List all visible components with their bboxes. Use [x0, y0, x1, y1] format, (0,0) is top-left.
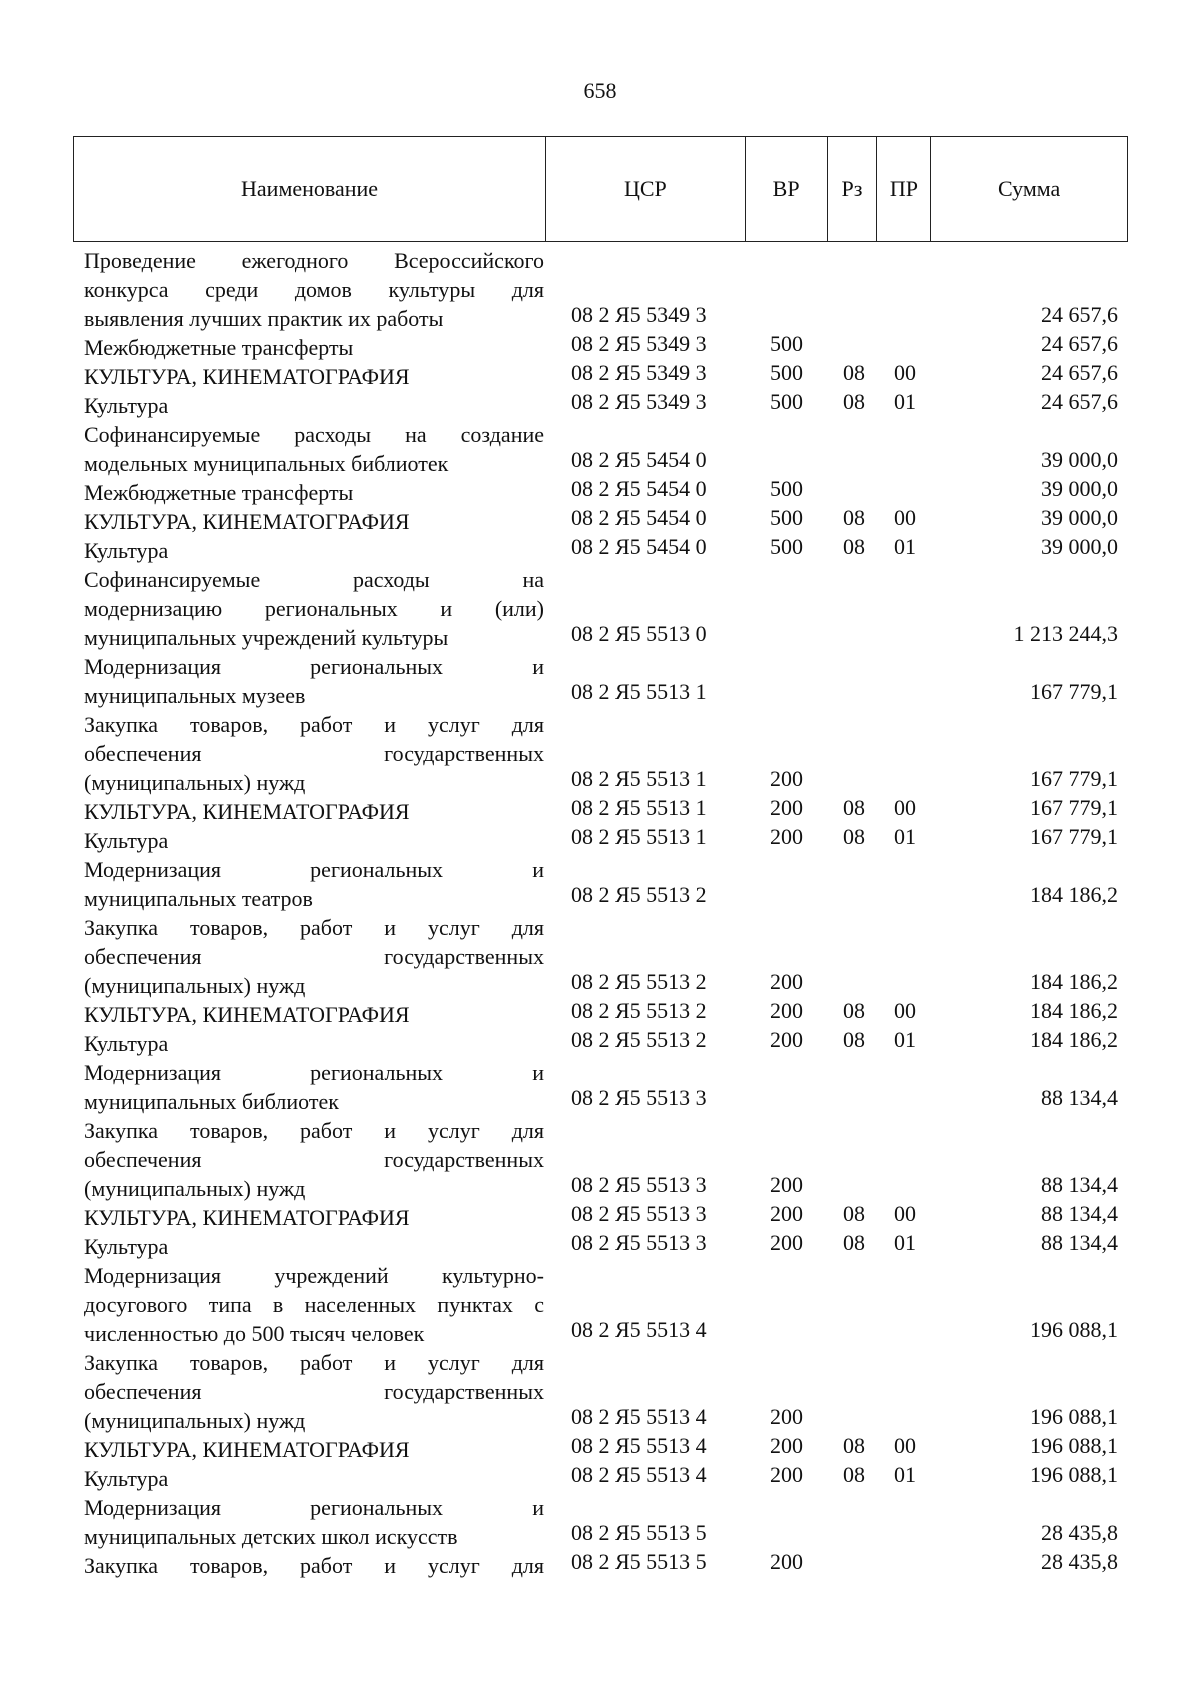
- row-sum: 184 186,2: [1030, 1027, 1118, 1052]
- row-rz: 08: [843, 1230, 865, 1255]
- row-name: [84, 478, 544, 507]
- row-sum: 167 779,1: [1030, 766, 1118, 791]
- row-name: [84, 1029, 544, 1058]
- table-row: [0, 246, 1200, 333]
- row-name: [84, 362, 544, 391]
- row-vr: 200: [770, 998, 803, 1023]
- row-sum: 39 000,0: [1041, 476, 1118, 501]
- row-sum: 196 088,1: [1030, 1404, 1118, 1429]
- row-csr: 08 2 Я5 5349 3: [571, 389, 707, 414]
- row-vr: 200: [770, 1027, 803, 1052]
- row-name-line: численностью до 500 тысяч человек: [84, 1321, 425, 1346]
- table-header: [73, 136, 1128, 242]
- row-sum: 184 186,2: [1030, 969, 1118, 994]
- row-pr: 00: [894, 505, 916, 530]
- row-rz: 08: [843, 1027, 865, 1052]
- row-name: [84, 1435, 544, 1464]
- header-name: Наименование: [74, 137, 546, 241]
- row-csr: 08 2 Я5 5513 0: [571, 621, 707, 646]
- row-name-line: КУЛЬТУРА, КИНЕМАТОГРАФИЯ: [84, 1437, 410, 1462]
- row-name: [84, 710, 544, 797]
- row-name-line: (муниципальных) нужд: [84, 1408, 306, 1433]
- row-name: [84, 1464, 544, 1493]
- row-pr: 01: [894, 824, 916, 849]
- row-name-line: КУЛЬТУРА, КИНЕМАТОГРАФИЯ: [84, 509, 410, 534]
- row-name: [84, 391, 544, 420]
- row-name-line: Модернизация региональных и: [84, 857, 544, 882]
- row-name-line: Культура: [84, 1234, 169, 1259]
- row-name-line: муниципальных музеев: [84, 683, 306, 708]
- row-name-line: (муниципальных) нужд: [84, 973, 306, 998]
- row-name-line: Культура: [84, 1031, 169, 1056]
- table-row: [0, 1029, 1200, 1058]
- row-pr: 01: [894, 1462, 916, 1487]
- table-row: [0, 1261, 1200, 1348]
- row-name-line: обеспечения государственных: [84, 944, 544, 969]
- row-vr: 500: [770, 534, 803, 559]
- row-name: [84, 1261, 544, 1348]
- row-csr: 08 2 Я5 5513 3: [571, 1172, 707, 1197]
- row-sum: 88 134,4: [1041, 1172, 1118, 1197]
- header-rz: Рз: [828, 137, 878, 241]
- row-name: [84, 1551, 544, 1580]
- row-name-line: муниципальных театров: [84, 886, 313, 911]
- row-csr: 08 2 Я5 5349 3: [571, 302, 707, 327]
- row-vr: 200: [770, 1230, 803, 1255]
- row-csr: 08 2 Я5 5513 3: [571, 1085, 707, 1110]
- row-pr: 01: [894, 534, 916, 559]
- row-name: [84, 507, 544, 536]
- row-name: [84, 536, 544, 565]
- table-row: [0, 913, 1200, 1000]
- row-name: [84, 565, 544, 652]
- row-vr: 200: [770, 1201, 803, 1226]
- row-csr: 08 2 Я5 5349 3: [571, 360, 707, 385]
- row-vr: 200: [770, 766, 803, 791]
- row-csr: 08 2 Я5 5513 4: [571, 1433, 707, 1458]
- table-body: [0, 246, 1200, 1580]
- table-row: [0, 391, 1200, 420]
- row-pr: 01: [894, 1027, 916, 1052]
- row-sum: 167 779,1: [1030, 824, 1118, 849]
- row-name: [84, 420, 544, 478]
- row-vr: 500: [770, 505, 803, 530]
- row-rz: 08: [843, 505, 865, 530]
- row-rz: 08: [843, 824, 865, 849]
- row-vr: 200: [770, 1549, 803, 1574]
- row-vr: 200: [770, 824, 803, 849]
- row-name-line: досугового типа в населенных пунктах с: [84, 1292, 544, 1317]
- row-rz: 08: [843, 360, 865, 385]
- row-rz: 08: [843, 795, 865, 820]
- row-sum: 39 000,0: [1041, 534, 1118, 559]
- row-name-line: Культура: [84, 828, 169, 853]
- row-name: [84, 913, 544, 1000]
- row-sum: 184 186,2: [1030, 882, 1118, 907]
- table-row: [0, 855, 1200, 913]
- row-sum: 196 088,1: [1030, 1462, 1118, 1487]
- row-name-line: КУЛЬТУРА, КИНЕМАТОГРАФИЯ: [84, 1002, 410, 1027]
- row-rz: 08: [843, 389, 865, 414]
- row-name-line: конкурса среди домов культуры для: [84, 277, 544, 302]
- table-row: [0, 826, 1200, 855]
- row-csr: 08 2 Я5 5513 1: [571, 795, 707, 820]
- row-sum: 28 435,8: [1041, 1520, 1118, 1545]
- row-sum: 24 657,6: [1041, 302, 1118, 327]
- row-name-line: Культура: [84, 1466, 169, 1491]
- header-pr: ПР: [877, 137, 931, 241]
- row-pr: 01: [894, 389, 916, 414]
- row-name: [84, 246, 544, 333]
- row-sum: 196 088,1: [1030, 1317, 1118, 1342]
- row-sum: 1 213 244,3: [1013, 621, 1118, 646]
- row-name-line: Культура: [84, 538, 169, 563]
- row-sum: 184 186,2: [1030, 998, 1118, 1023]
- row-name-line: Проведение ежегодного Всероссийского: [84, 248, 544, 273]
- row-rz: 08: [843, 1462, 865, 1487]
- row-sum: 88 134,4: [1041, 1085, 1118, 1110]
- row-vr: 500: [770, 389, 803, 414]
- row-csr: 08 2 Я5 5513 5: [571, 1520, 707, 1545]
- table-row: [0, 1116, 1200, 1203]
- table-row: [0, 652, 1200, 710]
- row-csr: 08 2 Я5 5454 0: [571, 476, 707, 501]
- row-vr: 500: [770, 331, 803, 356]
- row-csr: 08 2 Я5 5513 2: [571, 969, 707, 994]
- table-row: [0, 710, 1200, 797]
- row-csr: 08 2 Я5 5513 1: [571, 824, 707, 849]
- row-sum: 39 000,0: [1041, 447, 1118, 472]
- row-csr: 08 2 Я5 5454 0: [571, 447, 707, 472]
- table-row: [0, 536, 1200, 565]
- row-name-line: Софинансируемые расходы на: [84, 567, 544, 592]
- row-name-line: Закупка товаров, работ и услуг для: [84, 915, 544, 940]
- row-name: [84, 652, 544, 710]
- row-name: [84, 333, 544, 362]
- row-name-line: Межбюджетные трансферты: [84, 335, 354, 360]
- row-name-line: обеспечения государственных: [84, 1379, 544, 1404]
- row-name-line: Модернизация региональных и: [84, 654, 544, 679]
- row-name-line: Закупка товаров, работ и услуг для: [84, 1118, 544, 1143]
- table-row: [0, 1058, 1200, 1116]
- row-vr: 200: [770, 969, 803, 994]
- row-sum: 24 657,6: [1041, 360, 1118, 385]
- table-row: [0, 1232, 1200, 1261]
- row-vr: 500: [770, 360, 803, 385]
- row-name: [84, 1116, 544, 1203]
- row-name-line: муниципальных учреждений культуры: [84, 625, 449, 650]
- row-name-line: Модернизация региональных и: [84, 1495, 544, 1520]
- row-pr: 00: [894, 998, 916, 1023]
- row-name-line: КУЛЬТУРА, КИНЕМАТОГРАФИЯ: [84, 364, 410, 389]
- row-name-line: выявления лучших практик их работы: [84, 306, 444, 331]
- row-csr: 08 2 Я5 5513 5: [571, 1549, 707, 1574]
- row-name-line: КУЛЬТУРА, КИНЕМАТОГРАФИЯ: [84, 1205, 410, 1230]
- row-csr: 08 2 Я5 5513 4: [571, 1317, 707, 1342]
- row-csr: 08 2 Я5 5513 4: [571, 1462, 707, 1487]
- row-pr: 00: [894, 1433, 916, 1458]
- row-csr: 08 2 Я5 5513 2: [571, 882, 707, 907]
- header-csr: ЦСР: [546, 137, 746, 241]
- row-name-line: муниципальных библиотек: [84, 1089, 339, 1114]
- row-name: [84, 826, 544, 855]
- row-csr: 08 2 Я5 5454 0: [571, 505, 707, 530]
- row-vr: 200: [770, 1404, 803, 1429]
- row-vr: 200: [770, 1172, 803, 1197]
- row-name-line: КУЛЬТУРА, КИНЕМАТОГРАФИЯ: [84, 799, 410, 824]
- row-name-line: Культура: [84, 393, 169, 418]
- row-csr: 08 2 Я5 5513 1: [571, 766, 707, 791]
- row-vr: 200: [770, 795, 803, 820]
- header-sum: Сумма: [998, 176, 1061, 201]
- row-name-line: муниципальных детских школ искусств: [84, 1524, 458, 1549]
- row-name-line: Закупка товаров, работ и услуг для: [84, 1553, 544, 1578]
- table-row: [0, 565, 1200, 652]
- row-name: [84, 1000, 544, 1029]
- row-rz: 08: [843, 534, 865, 559]
- row-name: [84, 855, 544, 913]
- row-csr: 08 2 Я5 5513 3: [571, 1201, 707, 1226]
- row-name-line: Закупка товаров, работ и услуг для: [84, 712, 544, 737]
- table-row: [0, 1551, 1200, 1580]
- row-name-line: Модернизация учреждений культурно-: [84, 1263, 544, 1288]
- row-sum: 39 000,0: [1041, 505, 1118, 530]
- row-csr: 08 2 Я5 5513 4: [571, 1404, 707, 1429]
- row-name: [84, 1348, 544, 1435]
- row-name: [84, 1058, 544, 1116]
- row-csr: 08 2 Я5 5454 0: [571, 534, 707, 559]
- row-sum: 88 134,4: [1041, 1230, 1118, 1255]
- row-sum: 28 435,8: [1041, 1549, 1118, 1574]
- row-name-line: Межбюджетные трансферты: [84, 480, 354, 505]
- table-row: [0, 1493, 1200, 1551]
- row-csr: 08 2 Я5 5513 2: [571, 998, 707, 1023]
- row-name-line: Модернизация региональных и: [84, 1060, 544, 1085]
- row-name-line: модернизацию региональных и (или): [84, 596, 544, 621]
- row-vr: 500: [770, 476, 803, 501]
- row-rz: 08: [843, 998, 865, 1023]
- row-sum: 88 134,4: [1041, 1201, 1118, 1226]
- row-name: [84, 1232, 544, 1261]
- row-csr: 08 2 Я5 5513 3: [571, 1230, 707, 1255]
- row-sum: 24 657,6: [1041, 331, 1118, 356]
- row-sum: 24 657,6: [1041, 389, 1118, 414]
- table-row: [0, 420, 1200, 478]
- table-row: [0, 1348, 1200, 1435]
- row-name-line: Закупка товаров, работ и услуг для: [84, 1350, 544, 1375]
- row-csr: 08 2 Я5 5513 2: [571, 1027, 707, 1052]
- row-sum: 196 088,1: [1030, 1433, 1118, 1458]
- row-name: [84, 797, 544, 826]
- row-sum: 167 779,1: [1030, 679, 1118, 704]
- row-name-line: модельных муниципальных библиотек: [84, 451, 449, 476]
- row-name: [84, 1203, 544, 1232]
- row-pr: 00: [894, 360, 916, 385]
- table-row: [0, 1464, 1200, 1493]
- row-pr: 01: [894, 1230, 916, 1255]
- page-number: 658: [583, 78, 617, 103]
- row-sum: 167 779,1: [1030, 795, 1118, 820]
- row-rz: 08: [843, 1201, 865, 1226]
- row-name: [84, 1493, 544, 1551]
- row-name-line: (муниципальных) нужд: [84, 770, 306, 795]
- row-rz: 08: [843, 1433, 865, 1458]
- row-name-line: обеспечения государственных: [84, 741, 544, 766]
- row-csr: 08 2 Я5 5513 1: [571, 679, 707, 704]
- row-name-line: обеспечения государственных: [84, 1147, 544, 1172]
- row-vr: 200: [770, 1433, 803, 1458]
- row-pr: 00: [894, 795, 916, 820]
- header-vr: ВР: [746, 137, 828, 241]
- row-pr: 00: [894, 1201, 916, 1226]
- row-csr: 08 2 Я5 5349 3: [571, 331, 707, 356]
- row-vr: 200: [770, 1462, 803, 1487]
- row-name-line: (муниципальных) нужд: [84, 1176, 306, 1201]
- row-name-line: Софинансируемые расходы на создание: [84, 422, 544, 447]
